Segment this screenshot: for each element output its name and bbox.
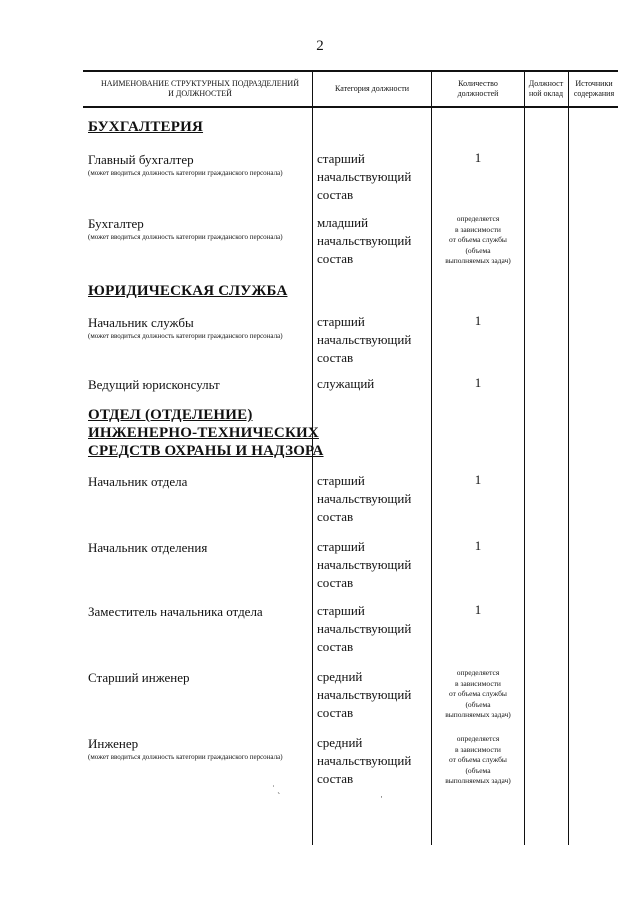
count-line: определяется (456, 734, 500, 743)
header-bottom-border (83, 106, 618, 108)
category-line: начальствующий (317, 557, 412, 572)
table-row (88, 670, 303, 686)
count-cell: 1 (474, 602, 482, 617)
category-cell (317, 150, 429, 204)
category-line: начальствующий (317, 753, 412, 768)
column-divider (431, 70, 432, 845)
position-name: Инженер (88, 736, 139, 751)
category-cell (317, 472, 429, 526)
header-category-column: Категория должности (335, 84, 409, 93)
header-count-column: Количество должностей (457, 79, 499, 98)
category-line: состав (317, 251, 354, 266)
scan-speck: ˙ ˏ (272, 784, 281, 794)
category-line: средний (317, 735, 363, 750)
category-cell (317, 375, 429, 393)
count-line: (объема (465, 699, 491, 709)
section-title: ЮРИДИЧЕСКАЯ СЛУЖБА (88, 283, 288, 299)
position-note: (может вводиться должность категории гражданского персонала) (88, 753, 283, 761)
category-cell (317, 313, 429, 367)
category-line: служащий (317, 376, 375, 391)
category-cell (317, 538, 429, 592)
category-line: средний (317, 669, 363, 684)
table-row (88, 604, 303, 620)
category-line: старший (317, 314, 365, 329)
count-line: определяется (456, 214, 500, 223)
count-line: (объема (465, 765, 491, 775)
position-note: (может вводиться должность категории гражданского персонала) (88, 332, 283, 340)
position-name: Начальник отдела (88, 474, 188, 489)
position-note: (может вводиться должность категории гражданского персонала) (88, 169, 283, 177)
count-line: выполняемых задач) (445, 776, 511, 785)
header-source-column: Источники содержания (573, 79, 615, 98)
category-line: начальствующий (317, 687, 412, 702)
category-line: старший (317, 473, 365, 488)
count-line: определяется (456, 668, 500, 677)
category-cell (317, 602, 429, 656)
header-salary-column: Должност ной оклад (528, 79, 564, 98)
table-row (88, 216, 303, 242)
count-cell (434, 734, 522, 787)
section-title-line: ОТДЕЛ (ОТДЕЛЕНИЕ) (88, 407, 253, 423)
column-divider (568, 70, 569, 845)
category-line: состав (317, 705, 354, 720)
count-line: в зависимости (455, 678, 501, 688)
category-line: начальствующий (317, 621, 412, 636)
category-cell (317, 668, 429, 722)
count-line: в зависимости (455, 224, 501, 234)
table-row (88, 152, 303, 178)
section-title-line: ИНЖЕНЕРНО-ТЕХНИЧЕСКИХ (88, 425, 319, 441)
category-line: старший (317, 539, 365, 554)
table-row (88, 377, 303, 393)
category-line: начальствующий (317, 491, 412, 506)
count-line: от объема службы (449, 235, 507, 244)
table-row (88, 736, 303, 762)
position-name: Главный бухгалтер (88, 152, 194, 167)
scan-speck: · (380, 792, 383, 802)
count-cell (434, 214, 522, 267)
count-cell: 1 (474, 375, 482, 390)
category-line: состав (317, 575, 354, 590)
table-row (88, 540, 303, 556)
section-title (88, 406, 324, 460)
count-line: выполняемых задач) (445, 710, 511, 719)
category-line: начальствующий (317, 332, 412, 347)
position-name: Начальник отделения (88, 540, 208, 555)
position-name: Начальник службы (88, 315, 194, 330)
count-cell: 1 (474, 150, 482, 165)
category-line: состав (317, 639, 354, 654)
count-cell: 1 (474, 472, 482, 487)
category-cell (317, 734, 429, 788)
count-line: в зависимости (455, 744, 501, 754)
count-line: выполняемых задач) (445, 256, 511, 265)
category-line: состав (317, 509, 354, 524)
section-title: БУХГАЛТЕРИЯ (88, 119, 204, 135)
position-name: Заместитель начальника отдела (88, 604, 263, 619)
category-line: состав (317, 187, 354, 202)
category-line: начальствующий (317, 169, 412, 184)
category-line: старший (317, 603, 365, 618)
position-note: (может вводиться должность категории гражданского персонала) (88, 233, 283, 241)
category-line: состав (317, 350, 354, 365)
count-line: от объема службы (449, 755, 507, 764)
count-cell: 1 (474, 538, 482, 553)
table-row (88, 474, 303, 490)
section-title-line: СРЕДСТВ ОХРАНЫ И НАДЗОРА (88, 443, 324, 459)
header-name-column: НАИМЕНОВАНИЕ СТРУКТУРНЫХ ПОДРАЗДЕЛЕНИЙ И ДОЛЖНОСТЕЙ (101, 79, 299, 98)
category-line: старший (317, 151, 365, 166)
position-name: Бухгалтер (88, 216, 144, 231)
count-line: (объема (465, 245, 491, 255)
category-line: младший (317, 215, 369, 230)
category-line: состав (317, 771, 354, 786)
table-row (88, 315, 303, 341)
count-line: от объема службы (449, 689, 507, 698)
count-cell (434, 668, 522, 721)
category-line: начальствующий (317, 233, 412, 248)
position-name: Старший инженер (88, 670, 190, 685)
position-name: Ведущий юрисконсульт (88, 377, 220, 392)
page-number: 2 (316, 38, 324, 54)
category-cell (317, 214, 429, 268)
count-cell: 1 (474, 313, 482, 328)
column-divider (524, 70, 525, 845)
